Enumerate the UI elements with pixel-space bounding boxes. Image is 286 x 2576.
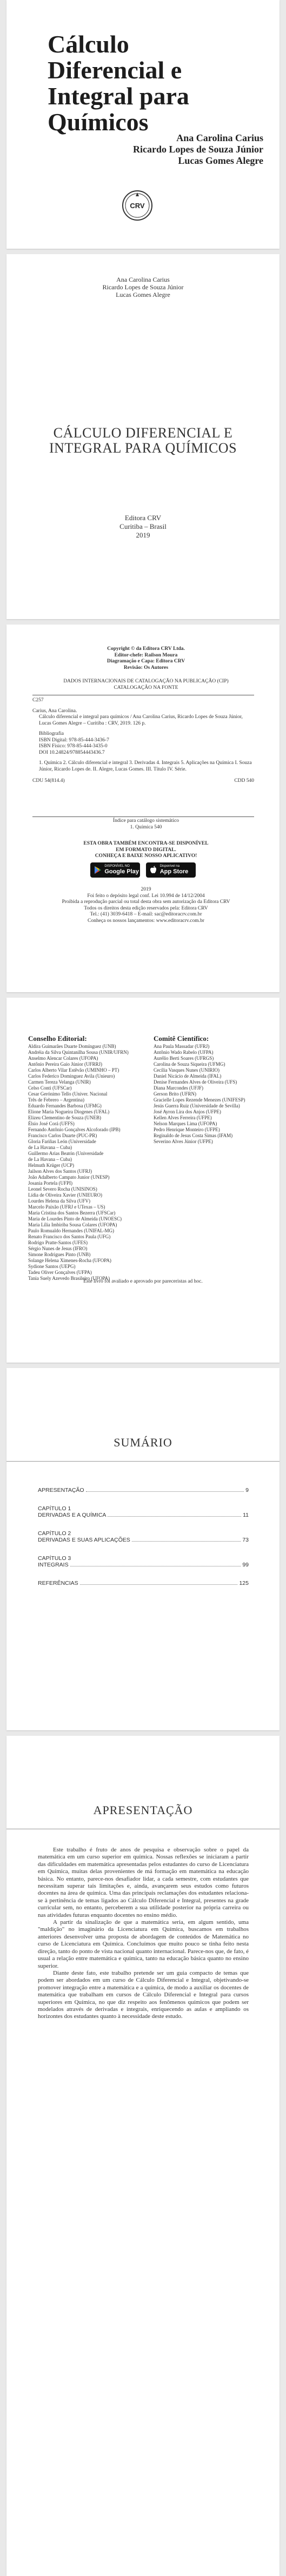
peer-review-note: Este livro foi avaliado e aprovado por pareceristas ad hoc.: [83, 1279, 203, 1284]
editorial-member: Solange Helena Ximenes-Rocha (UFOPA): [28, 1258, 111, 1263]
scientific-member: Denise Fernandes Alves de Oliveira (UFS): [154, 1079, 237, 1085]
cip-doi: DOI 10.24824/978854443436.7: [39, 749, 105, 755]
legal-info: [32, 887, 260, 924]
toc-row: [38, 1580, 249, 1586]
editorial-member: Helmuth Krüger (UCP): [28, 1163, 74, 1168]
legal-line: Tel.: (41) 3039-6418 – E-mail: sac@editoracrv.com.br: [90, 912, 202, 917]
toc-label: APRESENTAÇÃO: [38, 1487, 84, 1493]
scientific-member: José Ayron Lira dos Anjos (UFPE): [154, 1109, 221, 1114]
editorial-member: Marcelo Paixão (UFRJ e UTexas – US): [28, 1204, 105, 1210]
editorial-member: Lourdes Helena da Silva (UFV): [28, 1198, 90, 1204]
editor-chief: Editor-chefe: Railson Moura: [114, 652, 178, 658]
editorial-member: Guillermo Arias Beatón (Universidade: [28, 1151, 104, 1156]
editorial-member: Rodrigo Pratte-Santos (UFES): [28, 1240, 88, 1245]
cip-header: [32, 679, 260, 691]
scientific-member: Antônio Wado Rabelo (UFPA): [154, 1050, 214, 1055]
badge-caption: DISPONÍVEL NO: [104, 865, 130, 868]
editorial-member: Paulo Romualdo Hernandes (UNIFAL-MG): [28, 1228, 115, 1233]
ebook-line: EM FORMATO DIGITAL.: [116, 847, 176, 853]
editorial-member: Celso Conti (UFSCar): [28, 1085, 72, 1091]
author-name: Lucas Gomes Alegre: [178, 155, 263, 166]
editorial-member: Sydione Santos (UEPG): [28, 1264, 76, 1269]
title-line: INTEGRAL PARA QUÍMICOS: [49, 440, 237, 456]
cdu-code: CDU 54(814.4): [32, 778, 65, 784]
author-name: Ana Carolina Carius: [116, 276, 170, 283]
cip-code: C257: [32, 698, 44, 703]
presentation-page: [6, 1736, 280, 2576]
toc-page-number: 99: [242, 1562, 249, 1568]
presentation-paragraph: A partir da sinalização de que a matemática seria, em algum sentido, uma "maldição" no imaginário da Licenciatura em Química, buscamos em trabalhos anteriores desenvolver uma proposta de abordagem de conteúdos de Matemática no curso de Licenciatura em Química. Concluímos que muito pouco se tinha feito nesta direção, tanto do ponto de vista nacional quanto internacional. Parece-nos que, de fato, é usual a relação entre matemática e química, tanto na educação básica quanto no ensino superior.: [38, 1919, 249, 1969]
toc-leader-dots: [80, 1584, 238, 1585]
council-page: [6, 998, 280, 1363]
cip-authors: Carius, Ana Carolina.: [32, 708, 77, 714]
author-name: Ana Carolina Carius: [176, 132, 263, 143]
title-page-authors: [6, 276, 280, 298]
crv-publisher-logo: [121, 189, 154, 222]
badge-store-name: App Store: [159, 868, 189, 875]
toc-page-number: 73: [242, 1537, 249, 1543]
ebook-line: CONHEÇA E BAIXE NOSSO APLICATIVO!: [95, 853, 197, 859]
title-rule: [6, 1461, 280, 1462]
toc-page-number: 11: [243, 1512, 249, 1518]
scientific-member: Daniel Nicácio de Almeida (IFAL): [154, 1073, 222, 1079]
cover-title-line: Diferencial e: [48, 56, 182, 84]
cip-bibliography: Bibliografia: [39, 731, 64, 736]
scientific-committee-title: Comitê Científico:: [154, 1034, 209, 1043]
editorial-member-list: [28, 1044, 147, 1282]
editorial-member: Maria Lília Imbiriba Sousa Colares (UFOPA): [28, 1222, 117, 1227]
editorial-member: Élsio José Corá (UFFS): [28, 1121, 75, 1126]
editorial-member: Maria de Lourdes Pinto de Almeida (UNOESC): [28, 1216, 122, 1221]
editorial-member: Tania Suely Azevedo Brasileiro (UFOPA): [28, 1276, 110, 1281]
toc-label: REFERÊNCIAS: [38, 1580, 78, 1586]
toc-leader-dots: [108, 1516, 241, 1517]
scientific-member-list: [154, 1044, 272, 1145]
index-title: Índice para catálogo sistemático: [112, 818, 179, 824]
editorial-member: Aldira Guimarães Duarte Domínguez (UNB): [28, 1044, 116, 1049]
publication-year: 2019: [136, 531, 150, 539]
legal-year: 2019: [141, 887, 151, 892]
editorial-council: [28, 1035, 147, 1282]
toc-entry[interactable]: [38, 1487, 249, 1493]
scientific-member: Reginaldo de Jesus Costa Simas (IFAM): [154, 1133, 233, 1138]
legal-line: Todos os direitos desta edição reservados pela: Editora CRV: [84, 905, 208, 911]
editorial-member: Três de Febrero – Argentina): [28, 1097, 84, 1103]
editorial-member: Cesar Gerónimo Tello (Univer. Nacional: [28, 1091, 108, 1097]
toc-row: [38, 1487, 249, 1493]
toc-sub-row: [38, 1512, 249, 1518]
scientific-member: Jesús Guerra Ruiz (Universidade de Sevilla): [154, 1103, 240, 1108]
toc-leader-dots: [132, 1541, 241, 1542]
toc-label: CAPÍTULO 1: [38, 1505, 71, 1512]
cip-description: Cálculo diferencial e integral para químicos / Ana Carolina Carius, Ricardo Lopes de Souza Júnior, Lucas Gomes Alegre – Curitiba : CRV, 2019. 126 p.: [39, 714, 243, 726]
cip-catalog-card: [32, 695, 254, 785]
toc-chapter-title: DERIVADAS E A QUÍMICA: [38, 1512, 107, 1518]
cover-title-line: Químicos: [48, 108, 149, 136]
scientific-member: Cecília Vasques Nunes (UNIRIO): [154, 1067, 220, 1073]
cip-header-line: CATALOGAÇÃO NA FONTE: [114, 685, 178, 691]
editorial-member: Tadeu Oliver Gonçalves (UFPA): [28, 1270, 92, 1275]
legal-line: Conheça os nossos lançamentos: www.editoracrv.com.br: [88, 918, 204, 924]
scientific-member: Ana Paula Massadar (UFRJ): [154, 1044, 210, 1049]
editorial-member: Lídia de Oliveira Xavier (UNIEURO): [28, 1192, 102, 1198]
cover-authors: [133, 132, 263, 167]
editorial-member: de La Havana – Cuba): [28, 1145, 72, 1150]
editorial-member: Carmen Tereza Velanga (UNIR): [28, 1079, 91, 1085]
toc-entry[interactable]: [38, 1555, 249, 1568]
presentation-title: APRESENTAÇÃO: [93, 1803, 193, 1817]
editorial-council-title: Conselho Editorial:: [28, 1034, 87, 1043]
editorial-member: Renato Francisco dos Santos Paula (UFG): [28, 1234, 111, 1239]
toc-entry[interactable]: [38, 1505, 249, 1518]
divider: [32, 816, 254, 817]
cdd-code: CDD 540: [234, 778, 254, 784]
scientific-member: Aurélio Berti Soares (UFRGS): [154, 1055, 214, 1061]
author-name: Ricardo Lopes de Souza Júnior: [132, 144, 263, 155]
toc-entry[interactable]: [38, 1580, 249, 1586]
legal-line: Proibida a reprodução parcial ou total desta obra sem autorização da Editora CRV: [62, 899, 230, 905]
ebook-notice: [32, 841, 260, 860]
cip-isbn: ISBN Digital: 978-85-444-3436-7: [39, 737, 109, 743]
cover-page: [6, 0, 280, 249]
toc-page-number: 125: [239, 1580, 249, 1586]
title-page-imprint: [6, 514, 280, 540]
presentation-paragraph: Este trabalho é fruto de anos de pesquisa e observação sobre o papel da matemática em um curso superior em química. Nossas reflexões se iniciaram a partir das dificuldades em matemática apresentadas pelos estudantes do curso de Licenciatura em Química, muitas delas provenientes de má formação em matemática na educação básica. No entanto, parece-nos desafiador lidar, a cada semestre, com estudantes que necessitam superar tais limitações e, ainda, avançarem seus estudos como futuros docentes na área de química. Uma das principais reclamações dos estudantes relaciona-se à pertinência de temas ligados ao Cálculo Diferencial e Integral, presentes na grade curricular sem, no entanto, perceberem a sua utilidade posterior na própria carreira ou nas atividades futuras enquanto docentes no ensino médio.: [38, 1847, 249, 1918]
editorial-member: Fernando Antônio Gonçalves Alcoforado (IPB): [28, 1127, 121, 1132]
scientific-member: Severino Alves Júnior (UFPE): [154, 1139, 213, 1144]
cip-header-line: DADOS INTERNACIONAIS DE CATALOGAÇÃO NA PUBLICAÇÃO (CIP): [63, 679, 229, 684]
editorial-member: Carlos Alberto Vilar Estêvão (UMINHO – PT): [28, 1067, 119, 1073]
toc-leader-dots: [86, 1491, 244, 1492]
editorial-member: Maria Cristina dos Santos Bezerra (UFSCar): [28, 1210, 116, 1216]
editorial-member: Eduardo Fernandes Barbosa (UFMG): [28, 1103, 102, 1108]
google-play-icon: [94, 866, 102, 874]
crv-logo-text: CRV: [130, 202, 145, 210]
title-line: CÁLCULO DIFERENCIAL E: [53, 425, 233, 441]
toc-entry[interactable]: [38, 1530, 249, 1543]
editorial-member: Simone Rodrigues Pinto (UNB): [28, 1252, 91, 1257]
editorial-member: Carlos Federico Dominguez Avila (Unieuro): [28, 1073, 115, 1079]
scientific-member: Carolina de Souza Siqueira (UFMG): [154, 1061, 225, 1067]
scientific-member: Pedro Henrique Monteiro (UFPE): [154, 1127, 220, 1132]
editorial-member: Gloria Fariñas León (Universidade: [28, 1139, 96, 1144]
toc-row: [38, 1505, 249, 1512]
title-page: [6, 254, 280, 619]
author-name: Ricardo Lopes de Souza Júnior: [102, 283, 184, 291]
editorial-member: Anselmo Alencar Colares (UFOPA): [28, 1055, 98, 1061]
apple-icon: [150, 866, 157, 874]
publisher-city: Curitiba – Brasil: [119, 522, 167, 530]
toc-page-number: 9: [245, 1487, 249, 1493]
cover-title-line: Integral para: [48, 82, 189, 110]
toc-chapter-title: INTEGRAIS: [38, 1562, 69, 1568]
title-page-title: [6, 426, 280, 456]
editorial-member: Andréia da Silva Quintanilha Sousa (UNIR/UFRN): [28, 1050, 129, 1055]
copyright-credits: [32, 646, 260, 671]
editorial-member: de La Havana – Cuba): [28, 1157, 72, 1162]
editorial-member: Sérgio Nunes de Jesus (IFRO): [28, 1246, 88, 1251]
cip-isbn: ISBN Físico: 978-85-444-3435-0: [39, 743, 108, 749]
scientific-member: Gracielle Lopes Rezende Menezes (UNIFESP): [154, 1097, 245, 1103]
index-entry: 1. Química 540: [130, 824, 162, 830]
copyright-line: Copyright © da Editora CRV Ltda.: [107, 646, 185, 652]
editorial-member: Francisco Carlos Duarte (PUC-PR): [28, 1133, 97, 1138]
scientific-member: Gerson Brito (UFRN): [154, 1091, 196, 1097]
store-badges: [6, 862, 280, 878]
toc-row: [38, 1555, 249, 1562]
presentation-body: [38, 1847, 249, 2021]
author-name: Lucas Gomes Alegre: [116, 291, 170, 298]
cip-subjects: 1. Química 2. Cálculo diferencial e integral 3. Derivadas 4. Integrais 5. Aplicações na Química I. Souza Júnior, Ricardo Lopes de. II. Alegre, Lucas Gomes. III. Título IV. Série.: [39, 760, 252, 772]
layout-credit: Diagramação e Capa: Editora CRV: [107, 659, 185, 664]
toc-label: CAPÍTULO 3: [38, 1555, 71, 1562]
toc-row: [38, 1530, 249, 1537]
toc-title: SUMÁRIO: [114, 1436, 172, 1449]
publisher-name: Editora CRV: [124, 514, 162, 522]
cip-classification: [32, 778, 254, 785]
toc-sub-row: [38, 1537, 249, 1543]
legal-line: Foi feito o depósito legal conf. Lei 10.994 de 14/12/2004: [87, 893, 205, 899]
toc-label: CAPÍTULO 2: [38, 1530, 71, 1537]
app-store-badge[interactable]: [146, 862, 196, 878]
cover-title-line: Cálculo: [48, 30, 129, 58]
editorial-member: Elione Maria Nogueira Diogenes (UFAL): [28, 1109, 110, 1114]
google-play-badge[interactable]: [90, 862, 140, 878]
scientific-member: Diana Marcondes (UFJF): [154, 1085, 203, 1091]
review-credit: Revisão: Os Autores: [123, 665, 169, 670]
scientific-committee: [154, 1035, 272, 1145]
editorial-member: João Adalberto Campato Junior (UNESP): [28, 1174, 110, 1180]
editorial-member: Elizeu Clementino de Souza (UNEB): [28, 1115, 101, 1120]
scientific-member: Kellen Alves Ferreira (UFPE): [154, 1115, 212, 1120]
badge-store-name: Google Play: [104, 868, 139, 875]
toc-sub-row: [38, 1562, 249, 1568]
ebook-line: ESTA OBRA TAMBÉM ENCONTRA-SE DISPONÍVEL: [83, 841, 209, 846]
editorial-member: Jailson Alves dos Santos (UFRJ): [28, 1169, 92, 1174]
badge-caption: Disponível na: [159, 865, 180, 868]
editorial-member: Antônio Pereira Gaio Júnior (UFRRJ): [28, 1061, 102, 1067]
presentation-paragraph: Diante deste fato, este trabalho pretende ser um guia compacto de temas que podem ser abordados em um curso de Cálculo Diferencial e Integral, objetivando-se promover integração entre a matemática e a química, de modo a auxiliar os docentes de matemática que trabalham em cursos de Cálculo Diferencial e Integral para cursos superiores em Química, no que diz respeito aos fenômenos químicos que podem ser modelados através de derivadas e integrais, enriquecendo as aulas e ampliando os horizontes dos estudantes quanto à necessidade deste estudo.: [38, 1969, 249, 2020]
editorial-member: Josania Portela (UFPI): [28, 1180, 72, 1186]
copyright-page: [6, 625, 280, 992]
editorial-member: Leonel Severo Rocha (UNISINOS): [28, 1186, 97, 1192]
table-of-contents-page: [6, 1368, 280, 1730]
systematic-index: [32, 818, 260, 831]
toc-chapter-title: DERIVADAS E SUAS APLICAÇÕES: [38, 1537, 130, 1543]
scientific-member: Nelson Marques Lima (UFOPA): [154, 1121, 217, 1126]
cover-title: [48, 31, 210, 135]
toc-list: [38, 1487, 249, 1598]
